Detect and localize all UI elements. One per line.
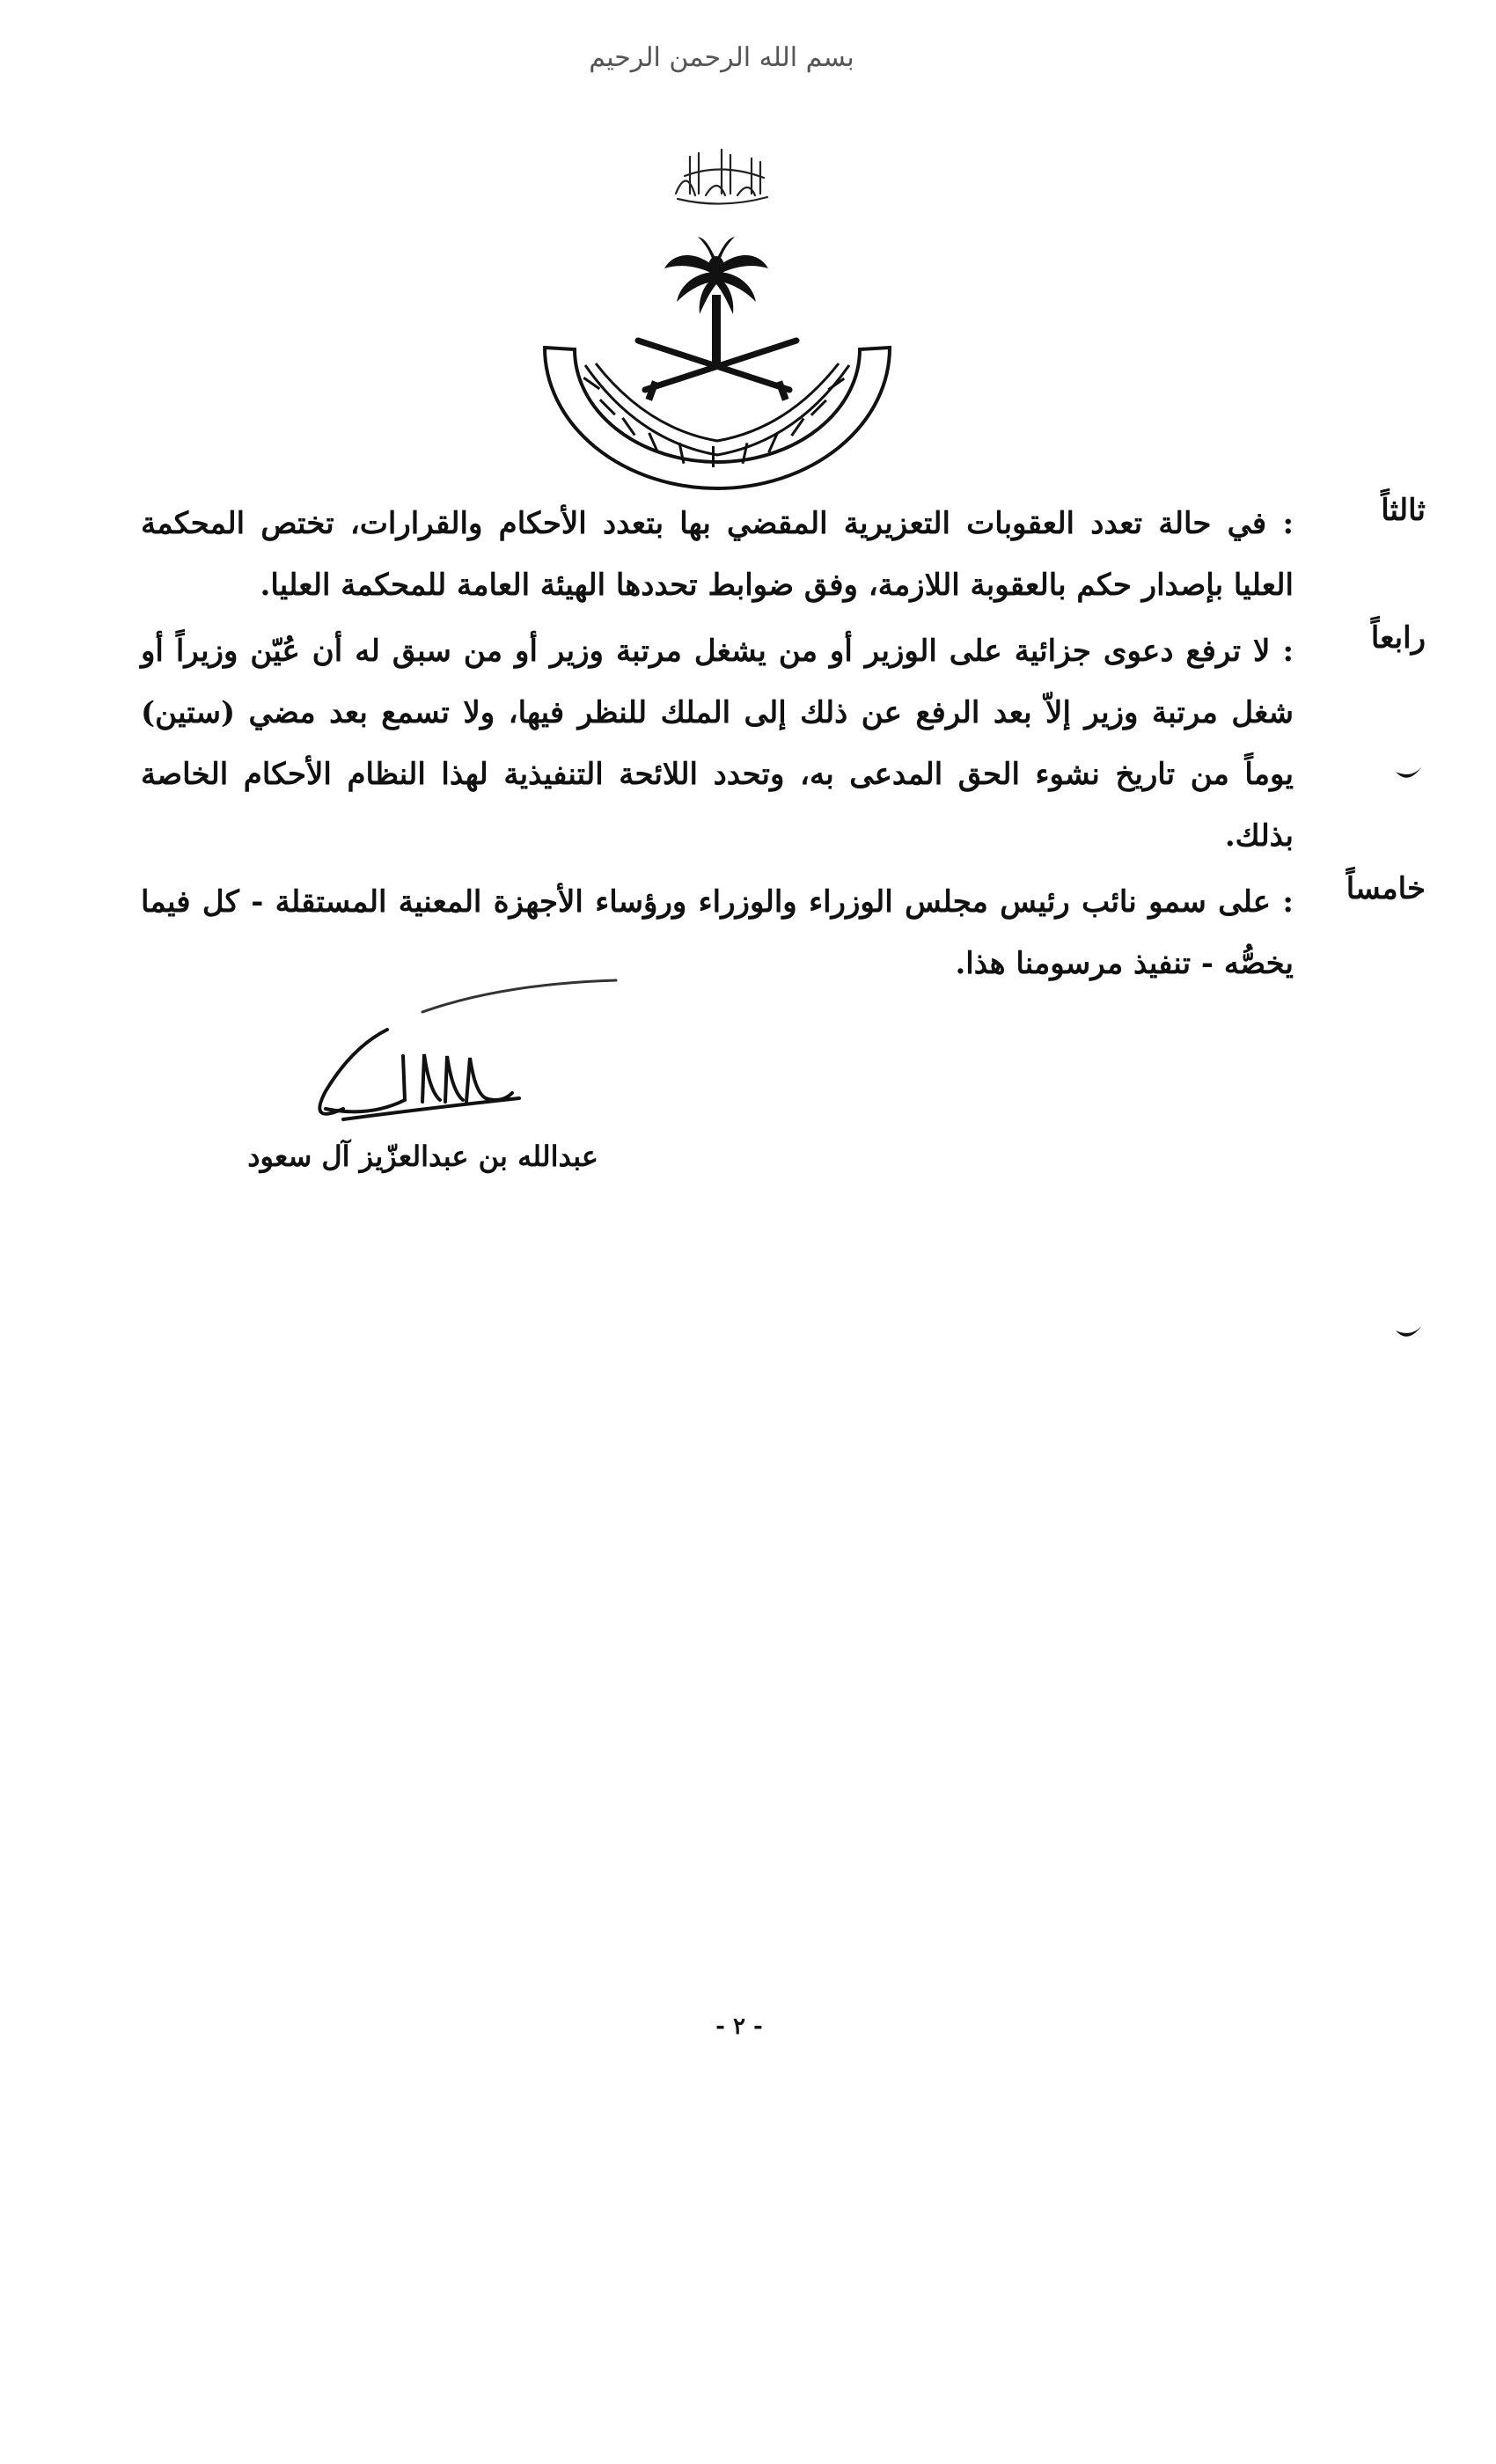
signer-name: عبدالله بن عبدالعزّيز آل سعود: [247, 1140, 598, 1173]
clause-label: ثالثاً: [1381, 493, 1426, 528]
clause-text: : على سمو نائب رئيس مجلس الوزراء والوزراء ورؤساء الأجهزة المعنية المستقلة - كل فيما يخصُّه - تنفيذ مرسومنا هذا.: [141, 884, 1294, 981]
clause-text: : لا ترفع دعوى جزائية على الوزير أو من يشغل مرتبة وزير أو من سبق له أن عُيّن وزيراً أو شغل مرتبة وزير إلاّ بعد الرفع عن ذلك إلى الملك للنظر فيها، ولا تسمع بعد مضي (ستين) يوماً من تاريخ نشوء الحق المدعى به، وتحدد اللائحة التنفيذية لهذا النظام الأحكام الخاصة بذلك.: [141, 634, 1294, 854]
page-number: - ٢ -: [715, 2013, 763, 2040]
margin-crescent-mark-icon: [1390, 1311, 1426, 1346]
clause-text: : في حالة تعدد العقوبات التعزيرية المقضي بها بتعدد الأحكام والقرارات، تختص المحكمة العليا بإصدار حكم بالعقوبة اللازمة، وفق ضوابط تحددها الهيئة العامة للمحكمة العليا.: [141, 506, 1294, 603]
clause-label: خامساً: [1346, 871, 1426, 906]
clause-label: رابعاً: [1370, 620, 1426, 656]
margin-crescent-mark-icon: [1390, 752, 1426, 788]
basmala-calligraphy: بسم الله الرحمن الرحيم: [589, 42, 854, 73]
handwritten-signature-icon: [290, 977, 625, 1144]
saudi-emblem-icon: [532, 233, 902, 497]
clause-fifth: [70, 871, 1426, 1003]
shahada-calligraphy-icon: [669, 141, 774, 211]
clause-third: [70, 493, 1426, 625]
clause-fourth: [70, 620, 1426, 876]
